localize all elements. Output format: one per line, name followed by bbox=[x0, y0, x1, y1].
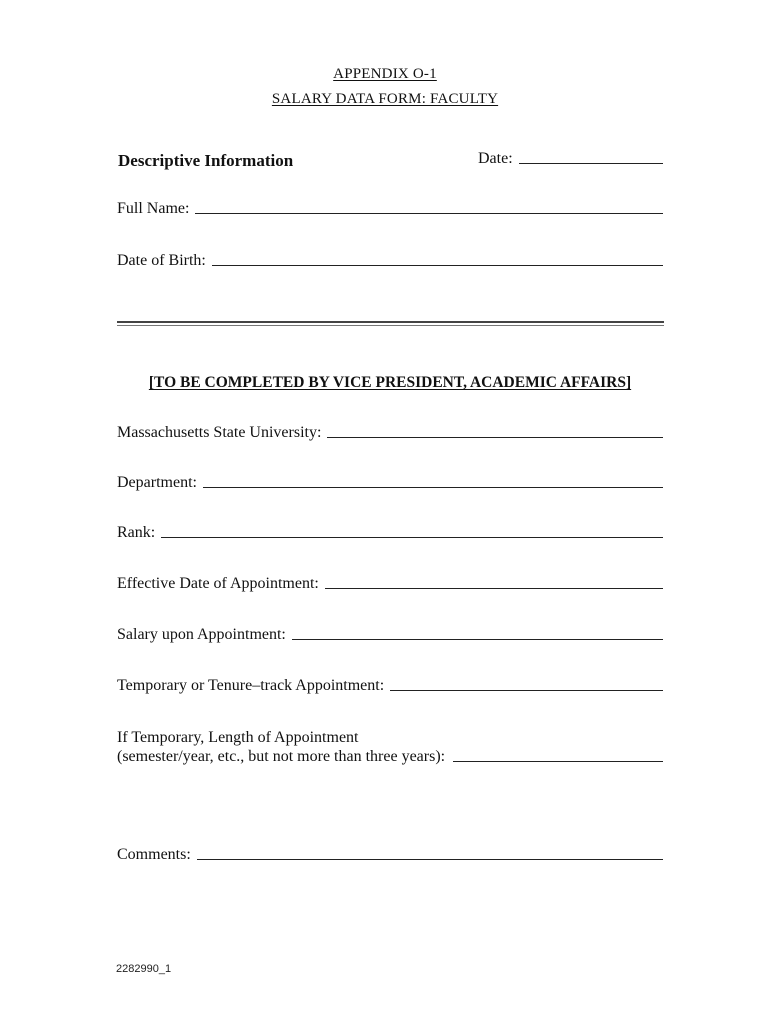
effective-date-field[interactable] bbox=[117, 575, 663, 593]
form-title bbox=[0, 66, 770, 83]
form-title-text: APPENDIX O-1 bbox=[333, 66, 437, 82]
salary-field[interactable] bbox=[117, 626, 663, 644]
appointment-length-field[interactable] bbox=[117, 728, 663, 766]
university-blank[interactable] bbox=[327, 437, 663, 438]
department-blank[interactable] bbox=[203, 487, 663, 488]
appointment-type-label: Temporary or Tenure–track Appointment: bbox=[117, 677, 385, 694]
appointment-length-label-line2: (semester/year, etc., but not more than three years): bbox=[117, 748, 446, 765]
section-divider bbox=[117, 321, 664, 323]
date-label: Date: bbox=[478, 150, 513, 167]
appointment-length-blank[interactable] bbox=[453, 761, 663, 762]
full-name-label: Full Name: bbox=[117, 200, 190, 217]
date-of-birth-field[interactable] bbox=[117, 252, 663, 270]
form-subtitle-text: SALARY DATA FORM: FACULTY bbox=[271, 91, 499, 107]
vp-section-heading-text: [TO BE COMPLETED BY VICE PRESIDENT, ACADEMIC AFFAIRS] bbox=[148, 374, 632, 391]
effective-date-blank[interactable] bbox=[325, 588, 663, 589]
full-name-blank[interactable] bbox=[195, 213, 663, 214]
effective-date-label: Effective Date of Appointment: bbox=[117, 575, 319, 592]
date-of-birth-label: Date of Birth: bbox=[117, 252, 206, 269]
department-field[interactable] bbox=[117, 474, 663, 492]
salary-label: Salary upon Appointment: bbox=[117, 626, 286, 643]
full-name-field[interactable] bbox=[117, 200, 663, 218]
comments-field[interactable] bbox=[117, 846, 663, 864]
salary-blank[interactable] bbox=[292, 639, 663, 640]
university-field[interactable] bbox=[117, 424, 663, 442]
date-of-birth-blank[interactable] bbox=[212, 265, 663, 266]
descriptive-info-heading: Descriptive Information bbox=[118, 151, 294, 170]
comments-blank[interactable] bbox=[197, 859, 663, 860]
university-label: Massachusetts State University: bbox=[117, 424, 322, 441]
rank-blank[interactable] bbox=[161, 537, 663, 538]
form-subtitle bbox=[0, 91, 770, 108]
appointment-type-field[interactable] bbox=[117, 677, 663, 695]
appointment-type-blank[interactable] bbox=[390, 690, 663, 691]
vp-section-heading bbox=[0, 374, 770, 392]
comments-label: Comments: bbox=[117, 846, 191, 863]
date-field[interactable] bbox=[478, 150, 663, 168]
date-blank[interactable] bbox=[519, 163, 663, 164]
department-label: Department: bbox=[117, 474, 197, 491]
appointment-length-label-line1: If Temporary, Length of Appointment bbox=[117, 729, 359, 746]
document-code: 2282990_1 bbox=[116, 963, 172, 975]
section-divider-secondary bbox=[117, 325, 664, 326]
rank-field[interactable] bbox=[117, 524, 663, 542]
appointment-length-row[interactable] bbox=[117, 748, 663, 766]
rank-label: Rank: bbox=[117, 524, 156, 541]
